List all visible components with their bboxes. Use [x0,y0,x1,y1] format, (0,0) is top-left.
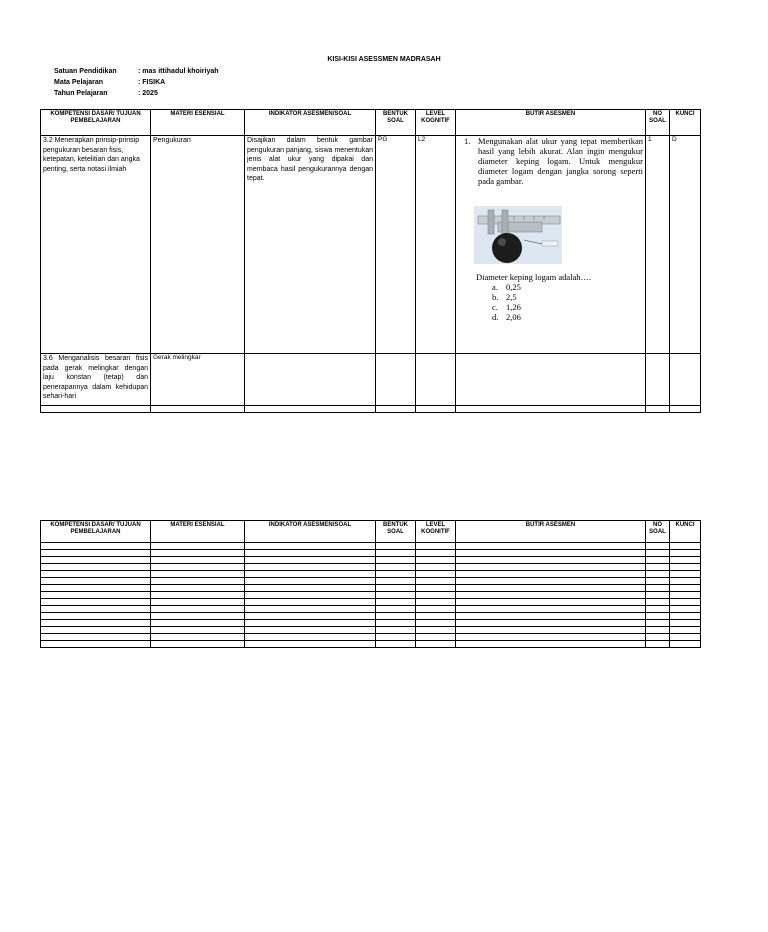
empty-cell [670,599,701,606]
empty-cell [416,578,456,585]
header-kunci: KUNCI [670,110,701,136]
cell-kunci [670,354,701,406]
empty-cell [670,406,701,413]
empty-cell [245,592,376,599]
empty-cell [376,599,416,606]
empty-cell [456,634,646,641]
empty-cell [416,634,456,641]
option-letter: d. [492,312,499,322]
empty-cell [151,606,245,613]
cell-materi: Pengukuran [151,136,245,354]
header-indikator: INDIKATOR ASESMEN/SOAL [245,521,376,543]
empty-cell [151,578,245,585]
empty-cell [646,578,670,585]
header-indikator: INDIKATOR ASESMEN/SOAL [245,110,376,136]
empty-cell [416,557,456,564]
empty-cell [646,627,670,634]
empty-cell [646,543,670,550]
cell-level: L2 [416,136,456,354]
meta-row-tahun [54,88,219,99]
empty-cell [245,606,376,613]
empty-cell [376,585,416,592]
empty-cell [456,599,646,606]
empty-cell [646,550,670,557]
meta-value: : mas ittihadul khoiriyah [138,68,219,75]
empty-cell [245,627,376,634]
empty-cell [670,641,701,648]
empty-cell [416,627,456,634]
table-row [41,571,701,578]
empty-cell [646,592,670,599]
empty-cell [41,543,151,550]
header-no-soal: NO SOAL [646,110,670,136]
cell-kompetensi: 3.2 Menerapkan prinsip-prinsip pengukuran besaran fisis, ketepatan, ketelitian dan angka penting, serta notasi ilmiah [41,136,151,354]
table-row [41,641,701,648]
empty-cell [456,564,646,571]
empty-cell [41,634,151,641]
table-row [41,578,701,585]
empty-cell [646,641,670,648]
empty-cell [376,641,416,648]
table-row [41,627,701,634]
option-text: 2,06 [506,312,521,322]
empty-cell [416,592,456,599]
header-level: LEVEL KOGNITIF [416,110,456,136]
empty-cell [646,613,670,620]
meta-label: Satuan Pendidikan [54,68,117,75]
empty-cell [376,557,416,564]
empty-cell [416,406,456,413]
empty-cell [376,606,416,613]
table-row [41,136,701,354]
empty-cell [245,557,376,564]
header-butir: BUTIR ASESMEN [456,521,646,543]
option-text: 1,26 [506,302,521,312]
empty-cell [456,557,646,564]
empty-cell [646,599,670,606]
empty-cell [646,564,670,571]
answer-option [492,292,643,302]
meta-row-satuan [54,66,219,77]
header-materi: MATERI ESENSIAL [151,110,245,136]
empty-cell [670,564,701,571]
empty-cell [376,578,416,585]
empty-cell [376,627,416,634]
empty-cell [456,406,646,413]
empty-cell [376,592,416,599]
table-header-row [41,521,701,543]
document-meta [54,66,219,99]
empty-cell [151,613,245,620]
cell-kunci: D [670,136,701,354]
table-row [41,606,701,613]
header-materi: MATERI ESENSIAL [151,521,245,543]
empty-cell [646,571,670,578]
empty-cell [456,550,646,557]
empty-cell [245,406,376,413]
answer-option [492,302,643,312]
table-row [41,634,701,641]
caliper-icon [474,206,562,264]
document-title: KISI-KISI ASESSMEN MADRASAH [327,56,441,63]
header-kunci: KUNCI [670,521,701,543]
empty-cell [151,557,245,564]
empty-cell [670,571,701,578]
empty-cell [41,406,151,413]
table-row [41,550,701,557]
empty-cell [376,613,416,620]
table-row [41,543,701,550]
empty-cell [416,613,456,620]
empty-cell [245,571,376,578]
table-row [41,585,701,592]
option-letter: a. [492,282,498,292]
option-text: 0,25 [506,282,521,292]
empty-cell [416,564,456,571]
empty-cell [151,406,245,413]
question-block [458,136,643,186]
header-level: LEVEL KOGNITIF [416,521,456,543]
empty-cell [416,571,456,578]
cell-materi: Gerak melingkar [151,354,245,406]
empty-cell [416,599,456,606]
empty-cell [245,550,376,557]
option-letter: b. [492,292,499,302]
empty-cell [245,620,376,627]
empty-cell [416,550,456,557]
empty-cell [245,578,376,585]
blank-kisi-kisi-table [40,520,701,648]
empty-cell [456,578,646,585]
empty-cell [456,585,646,592]
empty-cell [41,627,151,634]
table-row [41,564,701,571]
meta-row-mapel [54,77,219,88]
empty-cell [151,627,245,634]
empty-cell [670,550,701,557]
meta-label: Tahun Pelajaran [54,90,108,97]
header-kompetensi: KOMPETENSI DASAR/ TUJUAN PEMBELAJARAN [41,110,151,136]
option-text: 2,5 [506,292,517,302]
table-row [41,406,701,413]
empty-cell [41,585,151,592]
empty-cell [670,592,701,599]
empty-cell [456,571,646,578]
empty-cell [376,550,416,557]
empty-cell [245,585,376,592]
empty-cell [41,564,151,571]
empty-cell [41,550,151,557]
empty-cell [670,585,701,592]
table-row [41,354,701,406]
cell-kompetensi: 3.6 Menganalisis besaran fisis pada gerak melingkar dengan laju konstan (tetap) dan penerapannya dalam kehidupan sehari-hari [41,354,151,406]
empty-cell [416,606,456,613]
cell-butir [456,136,646,354]
empty-cell [151,543,245,550]
empty-cell [41,557,151,564]
cell-no-soal: 1 [646,136,670,354]
answer-option [492,312,643,322]
empty-cell [670,613,701,620]
question-prompt: Diameter keping logam adalah…. [476,272,592,282]
header-bentuk: BENTUK SOAL [376,521,416,543]
header-bentuk: BENTUK SOAL [376,110,416,136]
empty-cell [456,627,646,634]
empty-cell [670,578,701,585]
meta-value: : FISIKA [138,79,166,86]
empty-cell [670,620,701,627]
empty-cell [456,606,646,613]
table-row [41,620,701,627]
empty-cell [376,543,416,550]
empty-cell [245,641,376,648]
table-header-row [41,110,701,136]
empty-cell [670,557,701,564]
empty-cell [456,613,646,620]
empty-cell [456,620,646,627]
empty-cell [41,613,151,620]
header-butir: BUTIR ASESMEN [456,110,646,136]
empty-cell [670,627,701,634]
empty-cell [245,599,376,606]
answer-option [492,282,643,292]
empty-cell [245,564,376,571]
empty-cell [646,606,670,613]
meta-label: Mata Pelajaran [54,79,104,86]
empty-cell [245,613,376,620]
empty-cell [376,634,416,641]
cell-indikator: Disajikan dalam bentuk gambar pengukuran panjang, siswa menentukan jenis alat ukur yang dipakai dan membaca hasil pengukurannya dengan tepat. [245,136,376,354]
empty-cell [41,606,151,613]
cell-bentuk: PG [376,136,416,354]
empty-cell [416,585,456,592]
empty-cell [151,592,245,599]
empty-cell [456,592,646,599]
empty-cell [456,543,646,550]
empty-cell [41,592,151,599]
empty-cell [376,406,416,413]
table-row [41,557,701,564]
option-letter: c. [492,302,498,312]
empty-cell [41,641,151,648]
empty-cell [41,599,151,606]
empty-cell [151,599,245,606]
question-text: Mengunakan alat ukur yang tepat memberikan hasil yang lebih akurat. Alan ingin mengukur diameter keping logam. Untuk mengukur diameter logam dengan jangka sorong seperti pada gambar. [478,136,643,186]
empty-cell [670,543,701,550]
empty-cell [151,641,245,648]
cell-butir [456,354,646,406]
empty-cell [151,571,245,578]
empty-cell [151,620,245,627]
empty-cell [151,564,245,571]
empty-cell [376,564,416,571]
table-row [41,592,701,599]
empty-cell [41,571,151,578]
cell-no-soal [646,354,670,406]
caliper-image [474,206,562,264]
cell-indikator [245,354,376,406]
answer-options [492,282,643,322]
empty-cell [646,620,670,627]
cell-level [416,354,456,406]
empty-cell [376,620,416,627]
empty-cell [416,641,456,648]
header-kompetensi: KOMPETENSI DASAR/ TUJUAN PEMBELAJARAN [41,521,151,543]
empty-cell [416,543,456,550]
question-number: 1. [464,136,471,146]
empty-cell [646,406,670,413]
empty-cell [245,634,376,641]
empty-cell [41,578,151,585]
empty-cell [646,634,670,641]
empty-cell [456,641,646,648]
table-row [41,599,701,606]
empty-cell [245,543,376,550]
meta-value: : 2025 [138,90,158,97]
empty-cell [151,550,245,557]
empty-cell [646,585,670,592]
empty-cell [670,634,701,641]
empty-cell [151,585,245,592]
empty-cell [151,634,245,641]
empty-cell [416,620,456,627]
table-row [41,613,701,620]
cell-bentuk [376,354,416,406]
kisi-kisi-table [40,109,701,413]
empty-cell [41,620,151,627]
empty-cell [670,606,701,613]
empty-cell [376,571,416,578]
header-no-soal: NO SOAL [646,521,670,543]
empty-cell [646,557,670,564]
